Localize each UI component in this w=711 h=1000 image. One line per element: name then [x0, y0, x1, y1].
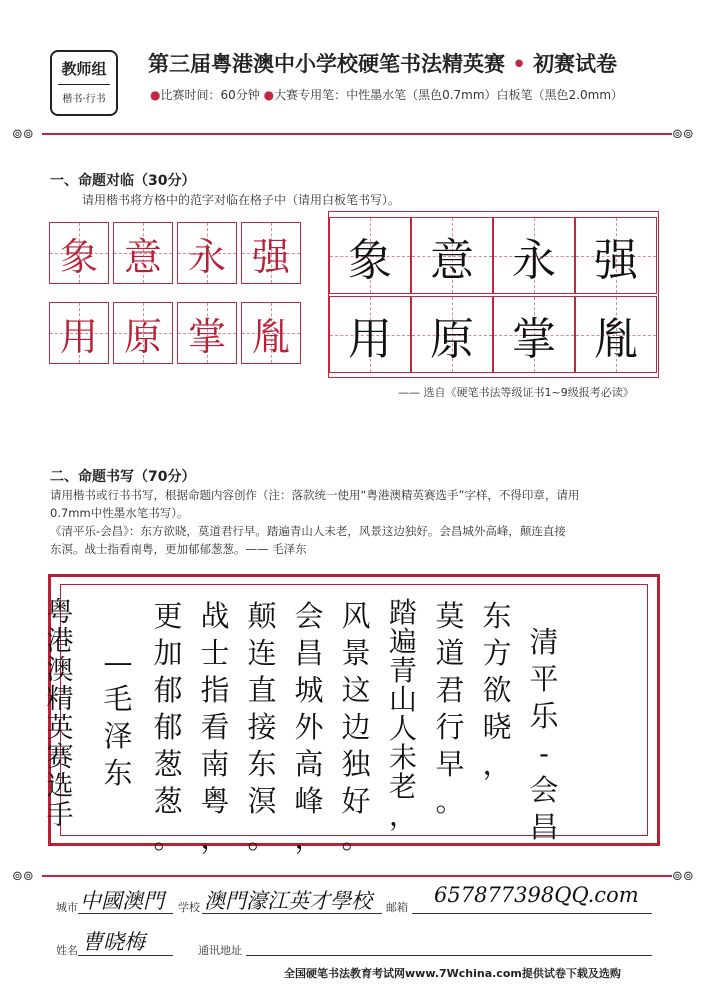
copied-char: 用: [348, 313, 392, 365]
handwriting-column: 更 加 郁 郁 葱 葱 。: [153, 599, 183, 855]
model-cell: [177, 222, 237, 284]
group-badge: [50, 50, 118, 116]
handwriting-column: 清 平 乐 - 会 昌: [529, 625, 559, 844]
exam-time: 比赛时间：60分钟: [160, 88, 260, 102]
scroll-ornament-left: ⊚⊚: [12, 127, 34, 142]
copy-cell: [575, 296, 657, 373]
copy-cell: [493, 296, 575, 373]
instruction-line: 0.7mm中性墨水笔书写）。: [50, 506, 189, 520]
copied-char: 原: [430, 313, 474, 365]
handwriting-column: 莫 道 君 行 早 。: [435, 599, 465, 818]
copy-cell: [329, 296, 411, 373]
address-label: 通讯地址: [198, 944, 242, 957]
copied-char: 掌: [512, 313, 556, 365]
copy-cell: [493, 217, 575, 294]
bottom-divider: [42, 875, 672, 877]
copy-cell: [575, 217, 657, 294]
badge-subtitle: 楷书·行书: [62, 94, 106, 105]
model-char: 永: [187, 234, 226, 279]
handwriting-column: 会 昌 城 外 高 峰 ，: [294, 599, 324, 855]
bullet-icon: ●: [150, 88, 161, 102]
school-underline: [202, 913, 382, 914]
handwriting-column: — 毛 泽 东: [103, 645, 133, 790]
bullet-icon: ●: [263, 88, 275, 102]
copied-char: 永: [512, 234, 556, 286]
school-label: 学校: [178, 901, 200, 914]
handwriting-column: 粤 港 澳 精 英 赛 选 手: [46, 597, 74, 831]
section1-title: 一、命题对临（30分）: [50, 173, 196, 189]
city-label: 城市: [56, 901, 78, 914]
title-separator: •: [512, 52, 526, 76]
email-label: 邮箱: [386, 901, 408, 914]
exam-pen: 大赛专用笔：中性墨水笔（黑色0.7mm）白板笔（黑色2.0mm）: [274, 88, 624, 102]
instruction-line: 请用楷书或行书书写，根据命题内容创作（注：落款统一使用“粤港澳精英赛选手”字样，不得印章，请用: [50, 488, 580, 502]
scroll-ornament-left: ⊚⊚: [12, 869, 34, 884]
address-underline: [246, 955, 652, 956]
name-underline: [78, 955, 173, 956]
poem-line: 东溟。战士指看南粤，更加郁郁葱葱。—— 毛泽东: [50, 542, 307, 556]
copied-char: 强: [594, 234, 638, 286]
poem-line: 《清平乐-会昌》：东方欲晓，莫道君行早。踏遍青山人未老，风景这边独好。会昌城外高峰，颠连直接: [50, 524, 566, 538]
model-cell: [113, 302, 173, 364]
name-field[interactable]: 曹晓梅: [82, 930, 145, 954]
badge-title: 教师组: [61, 60, 107, 78]
name-label: 姓名: [56, 944, 78, 957]
email-field[interactable]: 657877398QQ.com: [434, 883, 639, 907]
section2-title: 二、命题书写（70分）: [50, 469, 196, 485]
title-main: 第三届粤港澳中小学校硬笔书法精英赛: [148, 52, 505, 76]
model-cell: [113, 222, 173, 284]
page-title: [148, 48, 617, 78]
model-char: 胤: [251, 314, 290, 359]
email-underline: [412, 913, 652, 914]
handwriting-column: 战 士 指 看 南 粤 ，: [200, 599, 230, 855]
section2-instruction: [50, 486, 665, 522]
copied-char: 意: [430, 234, 474, 286]
exam-info: [150, 86, 623, 103]
handwriting-column: 踏 遍 青 山 人 未 老 ，: [388, 596, 417, 832]
model-char: 用: [59, 314, 98, 359]
city-underline: [78, 913, 173, 914]
handwriting-column: 风 景 这 边 独 好 。: [341, 599, 371, 855]
school-field[interactable]: 澳門濠江英才學校: [204, 889, 372, 913]
model-cell: [49, 302, 109, 364]
handwriting-column: 颠 连 直 接 东 溟 。: [247, 599, 277, 855]
model-grid: [49, 214, 319, 370]
copy-cell: [329, 217, 411, 294]
copy-cell: [411, 296, 493, 373]
handwritten-poem: [46, 584, 648, 855]
copy-grid: [328, 211, 659, 378]
copied-char: 象: [348, 234, 392, 286]
scroll-ornament-right: ⊚⊚: [672, 869, 694, 884]
handwriting-column: 东 方 欲 晓 ，: [482, 599, 512, 781]
copy-cell: [411, 217, 493, 294]
city-field[interactable]: 中國澳門: [80, 889, 164, 913]
poem-prompt: [50, 522, 665, 558]
model-char: 强: [251, 234, 290, 279]
title-tail: 初赛试卷: [533, 52, 618, 76]
source-citation: —— 选自《硬笔书法等级证书1~9级报考必读》: [398, 386, 634, 399]
model-cell: [177, 302, 237, 364]
model-cell: [241, 302, 301, 364]
model-char: 掌: [187, 314, 226, 359]
website-note: 全国硬笔书法教育考试网www.7Wchina.com提供试卷下载及选购: [284, 967, 621, 980]
section1-instruction: 请用楷书将方格中的范字对临在格子中（请用白板笔书写）。: [82, 193, 401, 207]
model-char: 原: [123, 314, 162, 359]
model-cell: [241, 222, 301, 284]
copied-char: 胤: [594, 313, 638, 365]
top-divider: [42, 133, 672, 135]
badge-divider: [58, 84, 110, 85]
scroll-ornament-right: ⊚⊚: [672, 127, 694, 142]
model-char: 意: [123, 234, 162, 279]
model-char: 象: [59, 234, 98, 279]
model-cell: [49, 222, 109, 284]
